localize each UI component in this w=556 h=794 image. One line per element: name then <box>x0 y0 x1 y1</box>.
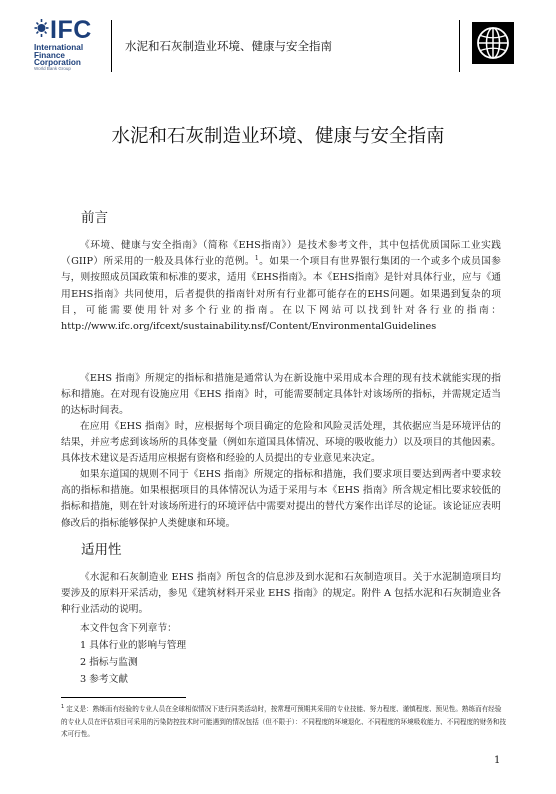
contents-item-3: 3 参考文献 <box>80 674 128 685</box>
page-header <box>0 0 556 75</box>
section-heading-applicability: 适用性 <box>81 542 122 558</box>
logo-subline: World Bank Group <box>34 66 71 71</box>
footnote-marker: 1 <box>61 704 65 710</box>
preface-paragraph-4: 如果东道国的规则不同于《EHS 指南》所规定的指标和措施，我们要求项目要达到两者中要求较高的指标和措施。如果根据项目的具体情况认为适于采用与本《EHS 指南》所含规定相比要求较低的指标和措施，则在针对该场所进行的环境评估中需要对提出的替代方案作出详尽的论证。该论证应表明修改后的指标能够保护人类健康和环境。 <box>61 469 501 529</box>
preface-paragraph-1: 《环境、健康与安全指南》（简称《EHS指南》）是技术参考文件，其中包括优质国际工业实践（GIIP）所采用的一般及具体行业的范例。$^1$。如果一个项目有世界银行集团的一个或多个成员国参与，则按照成员国政策和标准的要求，适用《EHS指南》。本《EHS指南》是针对具体行业，应与《通用EHS指南》共同使用，后者提供的指南针对所有行业都可能存在的EHS问题。如果遇到复杂的项目，可能需要使用针对多个行业的指南。在以下网站可以找到针对各行业的指南：http://www.ifc.org/ifcext/sustainability.nsf/Content/EnvironmentalGuidelines <box>61 240 501 333</box>
footnote: $^1$ 定义是：熟练而有经验的专业人员在全球相似情况下进行同类活动时，按常理可预期其采用的专业技能、努力程度、谨慎程度、预见性。熟练而有经验的专业人员在评估项目可采用的污染防控技术时可能遇到的情况包括（但不限于）：不同程度的环境退化、不同程度的环境吸收能力、不同程度的财务和技术可行性。 <box>61 704 507 739</box>
header-divider-right <box>459 20 460 72</box>
page-number: 1 <box>494 755 501 766</box>
logo-line-3: Corporation <box>34 58 81 67</box>
applicability-paragraph: 《水泥和石灰制造业 EHS 指南》所包含的信息涉及到水泥和石灰制造项目。关于水泥制造项目均要涉及的原料开采活动，参见《建筑材料开采业 EHS 指南》的规定。附件 A 包括水泥和石灰制造业各种行业活动的说明。 <box>61 572 501 616</box>
header-divider-left <box>111 20 112 72</box>
logo-line-2: Finance <box>34 50 65 60</box>
contents-item-2: 2 指标与监测 <box>80 657 138 668</box>
contents-intro: 本文件包含下列章节： <box>80 623 177 634</box>
footnote-divider <box>61 697 186 698</box>
contents-item-1: 1 具体行业的影响与管理 <box>80 640 187 651</box>
ifc-logo <box>34 18 104 72</box>
logo-wordmark: IFC <box>50 16 92 44</box>
preface-paragraph-3: 在应用《EHS 指南》时，应根据每个项目确定的危险和风险灵活处理，其依据应当是环境评估的结果，并应考虑到该场所的具体变量（例如东道国具体情况、环境的吸收能力）以及项目的其他因素。具体技术建议是否适用应根据有资格和经验的人员提出的专业意见来决定。 <box>61 421 501 465</box>
logo-line-1: International <box>34 43 84 52</box>
footnote-reference: 1 <box>254 254 259 262</box>
ifc-sun-icon <box>34 18 49 38</box>
preface-paragraph-2: 《EHS 指南》所规定的指标和措施是通常认为在新设施中采用成本合理的现有技术就能实现的指标和措施。在对现有设施应用《EHS 指南》时，可能需要制定具体针对该场所的指标，并需规定适当的达标时间表。 <box>61 373 501 417</box>
header-title: 水泥和石灰制造业环境、健康与安全指南 <box>125 39 332 53</box>
world-bank-globe-icon <box>472 22 514 64</box>
section-heading-preface: 前言 <box>81 210 108 226</box>
document-title: 水泥和石灰制造业环境、健康与安全指南 <box>111 126 445 147</box>
